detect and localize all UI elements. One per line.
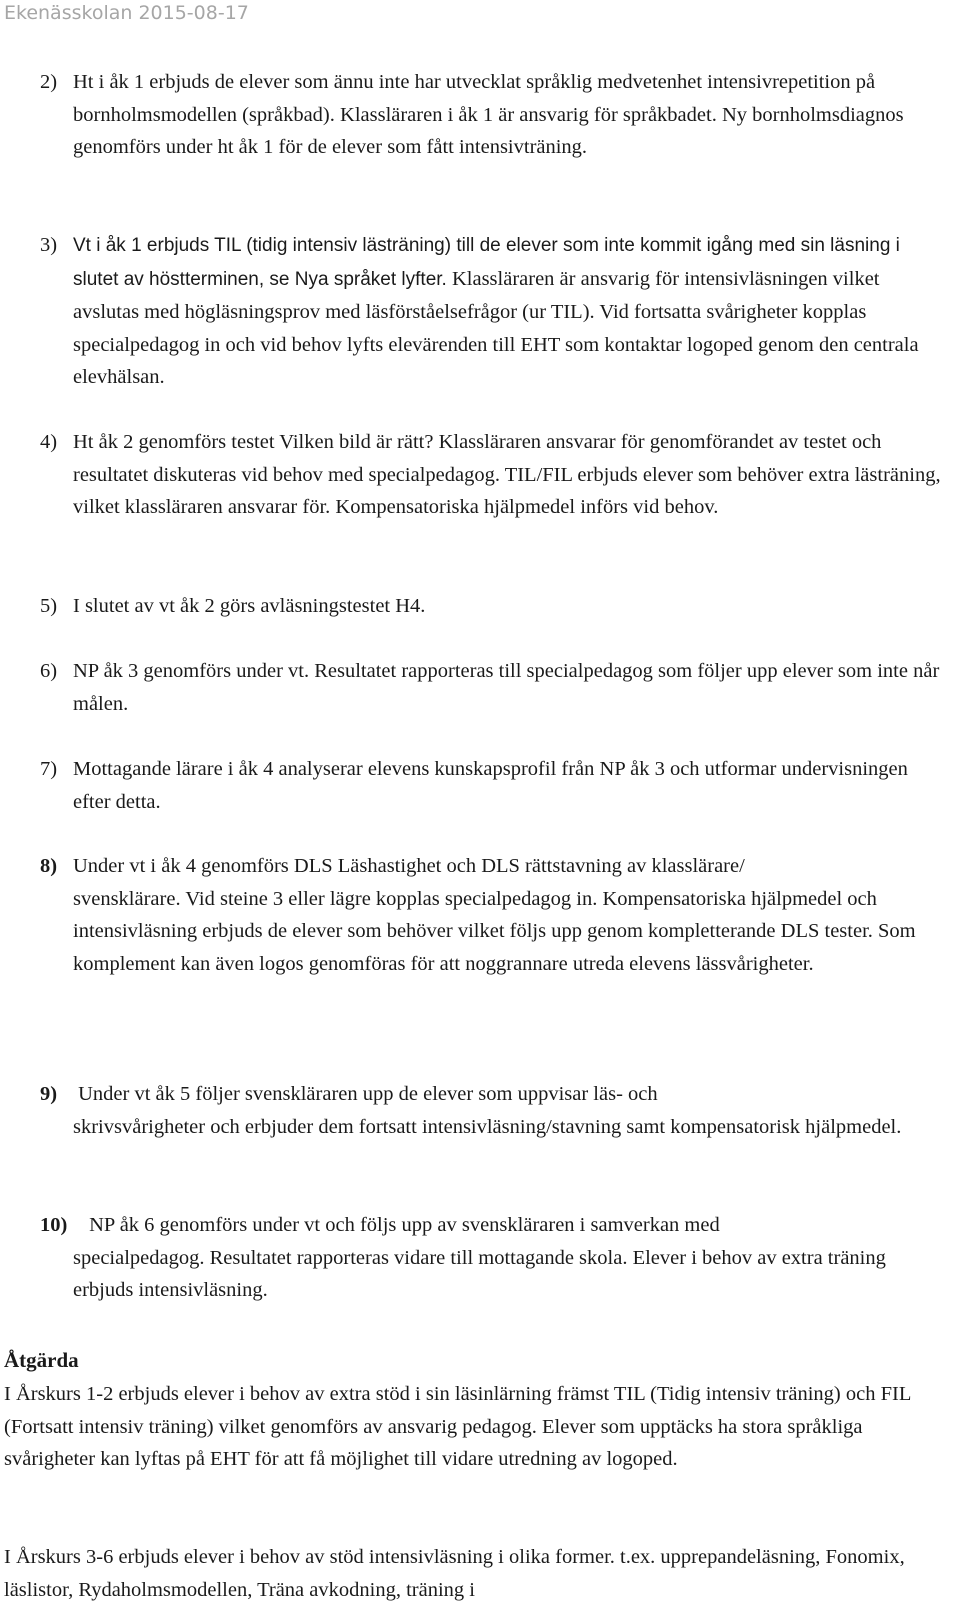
- section-title: Åtgärda: [4, 1348, 79, 1372]
- item-text: skrivsvårigheter och erbjuder dem fortsatt intensivläsning/stavning samt kompensatorisk hjälpmedel.: [73, 1115, 902, 1138]
- item-text: Ht åk 2 genomförs testet Vilken bild är rätt? Klassläraren ansvarar för genomförandet av testet och resultatet diskuteras vid behov med specialpedagog. TIL/FIL erbjuds elever som behöver extra lästräning, vilket klassläraren ansvarar för. Kompensatoriska hjälpmedel införs vid behov.: [73, 431, 941, 518]
- item-number: 8): [40, 855, 58, 877]
- list-item: [40, 66, 945, 164]
- item-text-block: [40, 1078, 945, 1143]
- item-text-first-line: Under vt åk 5 följer svenskläraren upp de elever som uppvisar läs- och: [73, 1083, 658, 1105]
- item-number: 7): [40, 758, 58, 780]
- section-paragraph: I Årskurs 3-6 erbjuds elever i behov av stöd intensivläsning i olika former. t.ex. upprepandeläsning, Fonomix, läslistor, Rydaholmsmodellen, Träna avkodning, träning i: [4, 1546, 905, 1601]
- item-text: NP åk 3 genomförs under vt. Resultatet rapporteras till specialpedagog som följer upp elever som inte når målen.: [73, 660, 940, 715]
- item-text-sans: Vt i åk 1 erbjuds TIL (tidig intensiv lästräning) till de elever som inte kommit igång med sin läsning i slutet av höstterminen, se Nya språket lyfter.: [73, 235, 900, 290]
- list-item: [40, 426, 945, 524]
- item-number: 10): [40, 1214, 68, 1236]
- item-text-first-line: NP åk 6 genomförs under vt och följs upp av svenskläraren i samverkan med: [84, 1214, 720, 1236]
- item-number: 4): [40, 431, 58, 453]
- item-number: 6): [40, 660, 58, 682]
- item-text-block: [40, 229, 945, 394]
- item-number: 3): [40, 234, 58, 256]
- list-item: [40, 590, 945, 623]
- item-text-block: [40, 850, 945, 980]
- item-text: Klassläraren är ansvarig för intensivläsningen vilket avslutas med högläsningsprov med läsförståelsefrågor (ur TIL). Vid fortsatta svårigheter kopplas specialpedagog in och vid behov lyfts elevärenden till EHT som kontaktar logoped genom den centrala elevhälsan.: [73, 267, 919, 388]
- item-text: I slutet av vt åk 2 görs avläsningstestet H4.: [73, 595, 426, 617]
- list-item: [40, 1078, 945, 1143]
- item-text-first-line: Under vt i åk 4 genomförs DLS Läshastighet och DLS rättstavning av klasslärare/: [73, 855, 745, 877]
- item-number: 9): [40, 1083, 58, 1105]
- list-item: [40, 1209, 945, 1307]
- item-number: 2): [40, 71, 58, 93]
- document-header: Ekenässkolan 2015-08-17: [4, 2, 249, 24]
- list-item: [40, 850, 945, 980]
- item-text: Mottagande lärare i åk 4 analyserar elevens kunskapsprofil från NP åk 3 och utformar undervisningen efter detta.: [73, 758, 908, 813]
- section-paragraph: I Årskurs 1-2 erbjuds elever i behov av extra stöd i sin läsinlärning främst TIL (Tidig intensiv träning) och FIL (Fortsatt intensiv träning) vilket genomförs av ansvarig pedagog. Elever som upptäcks ha stora språkliga svårigheter kan lyftas på EHT för att få möjlighet till vidare utredning av logoped.: [4, 1383, 911, 1470]
- item-number: 5): [40, 595, 58, 617]
- list-item: [40, 655, 945, 720]
- item-text: svensklärare. Vid steine 3 eller lägre kopplas specialpedagog in. Kompensatoriska hjälpmedel och intensivläsning erbjuds de elever som behöver vilket följs upp genom kompletterande DLS tester. Som komplement kan även logos genomföras för att noggrannare utreda elevens lässvårigheter.: [73, 887, 916, 975]
- item-text: Ht i åk 1 erbjuds de elever som ännu inte har utvecklat språklig medvetenhet intensivrepetition på bornholmsmodellen (språkbad). Klassläraren i åk 1 är ansvarig för språkbadet. Ny bornholmsdiagnos genomförs under ht åk 1 för de elever som fått intensivträning.: [73, 71, 904, 158]
- item-text: specialpedagog. Resultatet rapporteras vidare till mottagande skola. Elever i behov av extra träning erbjuds intensivläsning.: [73, 1246, 886, 1301]
- item-text-block: [40, 1209, 945, 1307]
- list-item: [40, 229, 945, 394]
- list-item: [40, 753, 945, 818]
